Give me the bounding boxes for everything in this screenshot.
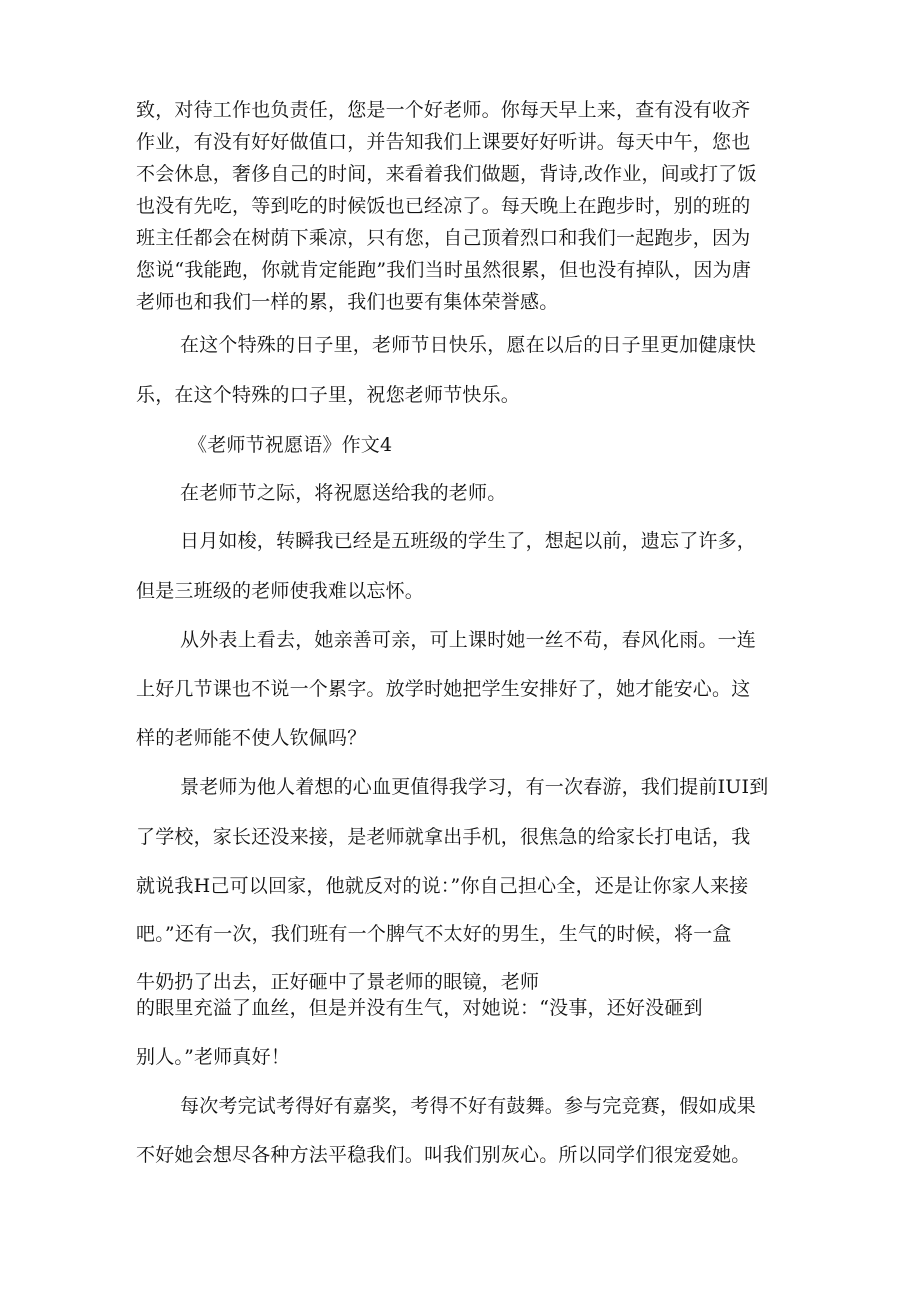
text-line: 吧。”还有一次，我们班有一个脾气不太好的男生，生气的时候，将一盒 (136, 923, 732, 945)
text-line: 了学校，家长还没来接，是老师就拿出手机，很焦急的给家长打电话，我 (136, 826, 751, 848)
text-line: 不好她会想尽各种方法平稳我们。叫我们别灰心。所以同学们很宠爱她。 (136, 1144, 751, 1166)
text-line: 别人。”老师真好！ (136, 1046, 291, 1068)
text-line: 老师也和我们一样的累，我们也要有集体荣誉感。 (136, 291, 559, 313)
text-line: 班主任都会在树荫下乘凉，只有您，自己顶着烈口和我们一起跑步，因为 (136, 227, 751, 249)
text-line: 乐，在这个特殊的口子里，祝您老师节快乐。 (136, 384, 521, 406)
text-line: 致，对待工作也负责任，您是一个好老师。你每天早上来，查有没有收齐 (136, 99, 751, 121)
text-line: 作业，有没有好好做值口，并告知我们上课要好好听讲。每天中午，您也 (136, 131, 751, 153)
text-line: 牛奶扔了出去，正好砸中了景老师的眼镜，老师 (136, 971, 540, 993)
text-line: 也没有先吃，等到吃的时候饭也已经凉了。每天晚上在跑步时，别的班的 (136, 195, 751, 217)
text-line: 就说我H己可以回家，他就反对的说：”你自己担心全，还是让你家人来接 (136, 875, 749, 897)
text-line: 每次考完试考得好有嘉奖，考得不好有鼓舞。参与完竞赛，假如成果 (180, 1095, 757, 1117)
paragraph-3: 在老师节之际，将祝愿送给我的老师。 (180, 482, 507, 504)
text-line: 您说“我能跑，你就肯定能跑”我们当时虽然很累，但也没有掉队，因为唐 (136, 259, 752, 281)
text-line: 景老师为他人着想的心血更值得我学习，有一次春游，我们提前IUI到 (180, 776, 769, 798)
text-line: 的眼里充溢了血丝，但是并没有生气，对她说：“没事，还好没砸到 (136, 997, 703, 1019)
text-line: 样的老师能不使人钦佩吗？ (136, 727, 367, 749)
text-line: 上好几节课也不说一个累字。放学时她把学生安排好了，她才能安心。这 (136, 678, 751, 700)
text-line: 但是三班级的老师使我难以忘怀。 (136, 580, 425, 602)
text-line: 不会休息，奢侈自己的时间，来看着我们做题，背诗,改作业，间或打了饭 (136, 163, 757, 185)
essay-title: 《老师节祝愿语》作文4 (188, 434, 393, 456)
text-line: 在这个特殊的日子里，老师节日快乐，愿在以后的日子里更加健康快 (180, 334, 757, 356)
text-line: 从外表上看去，她亲善可亲，可上课时她一丝不苟，春风化雨。一连 (180, 629, 757, 651)
text-line: 日月如梭，转瞬我已经是五班级的学生了，想起以前，遗忘了许多， (180, 530, 757, 552)
